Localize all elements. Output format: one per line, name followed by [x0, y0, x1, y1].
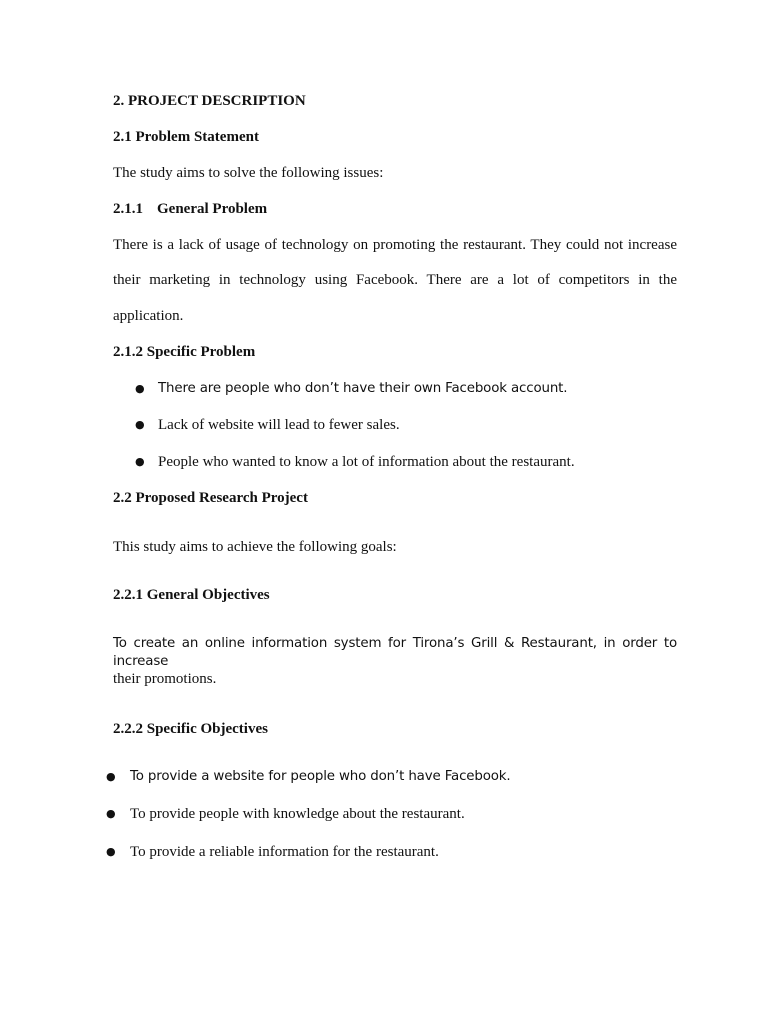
problem-statement-heading: 2.1 Problem Statement — [113, 129, 259, 145]
bullet-icon: ● — [106, 845, 116, 858]
bullet-icon: ● — [106, 807, 116, 820]
general-objectives-heading: 2.2.1 General Objectives — [113, 587, 270, 603]
general-problem-line-2: their marketing in technology using Facebook. There are a lot of competitors in the — [113, 272, 677, 288]
research-project-intro: This study aims to achieve the following goals: — [113, 539, 397, 555]
research-project-heading: 2.2 Proposed Research Project — [113, 490, 308, 506]
specific-objectives-heading: 2.2.2 Specific Objectives — [113, 721, 268, 737]
bullet-icon: ● — [135, 455, 145, 468]
specific-problem-item-2: Lack of website will lead to fewer sales. — [158, 417, 400, 433]
general-objectives-line-2: their promotions. — [113, 671, 217, 687]
section-heading: 2. PROJECT DESCRIPTION — [113, 93, 306, 109]
specific-objective-item-2: To provide people with knowledge about the restaurant. — [130, 806, 465, 822]
general-objectives-line-1: To create an online information system for Tirona’s Grill & Restaurant, in order to increase — [113, 636, 677, 669]
general-problem-number: 2.1.1 — [113, 201, 143, 217]
specific-problem-item-1: There are people who don’t have their own Facebook account. — [158, 381, 568, 396]
specific-problem-item-3: People who wanted to know a lot of information about the restaurant. — [158, 454, 575, 470]
general-problem-line-3: application. — [113, 308, 184, 324]
problem-statement-intro: The study aims to solve the following issues: — [113, 165, 384, 181]
specific-objective-item-3: To provide a reliable information for the restaurant. — [130, 844, 439, 860]
general-problem-line-1: There is a lack of usage of technology on promoting the restaurant. They could not increase — [113, 237, 677, 253]
general-problem-title: General Problem — [157, 201, 268, 217]
bullet-icon: ● — [135, 418, 145, 431]
specific-problem-heading: 2.1.2 Specific Problem — [113, 344, 256, 360]
general-problem-heading — [113, 200, 267, 218]
specific-objective-item-1: To provide a website for people who don’t have Facebook. — [130, 769, 511, 784]
bullet-icon: ● — [135, 382, 145, 395]
bullet-icon: ● — [106, 770, 116, 783]
